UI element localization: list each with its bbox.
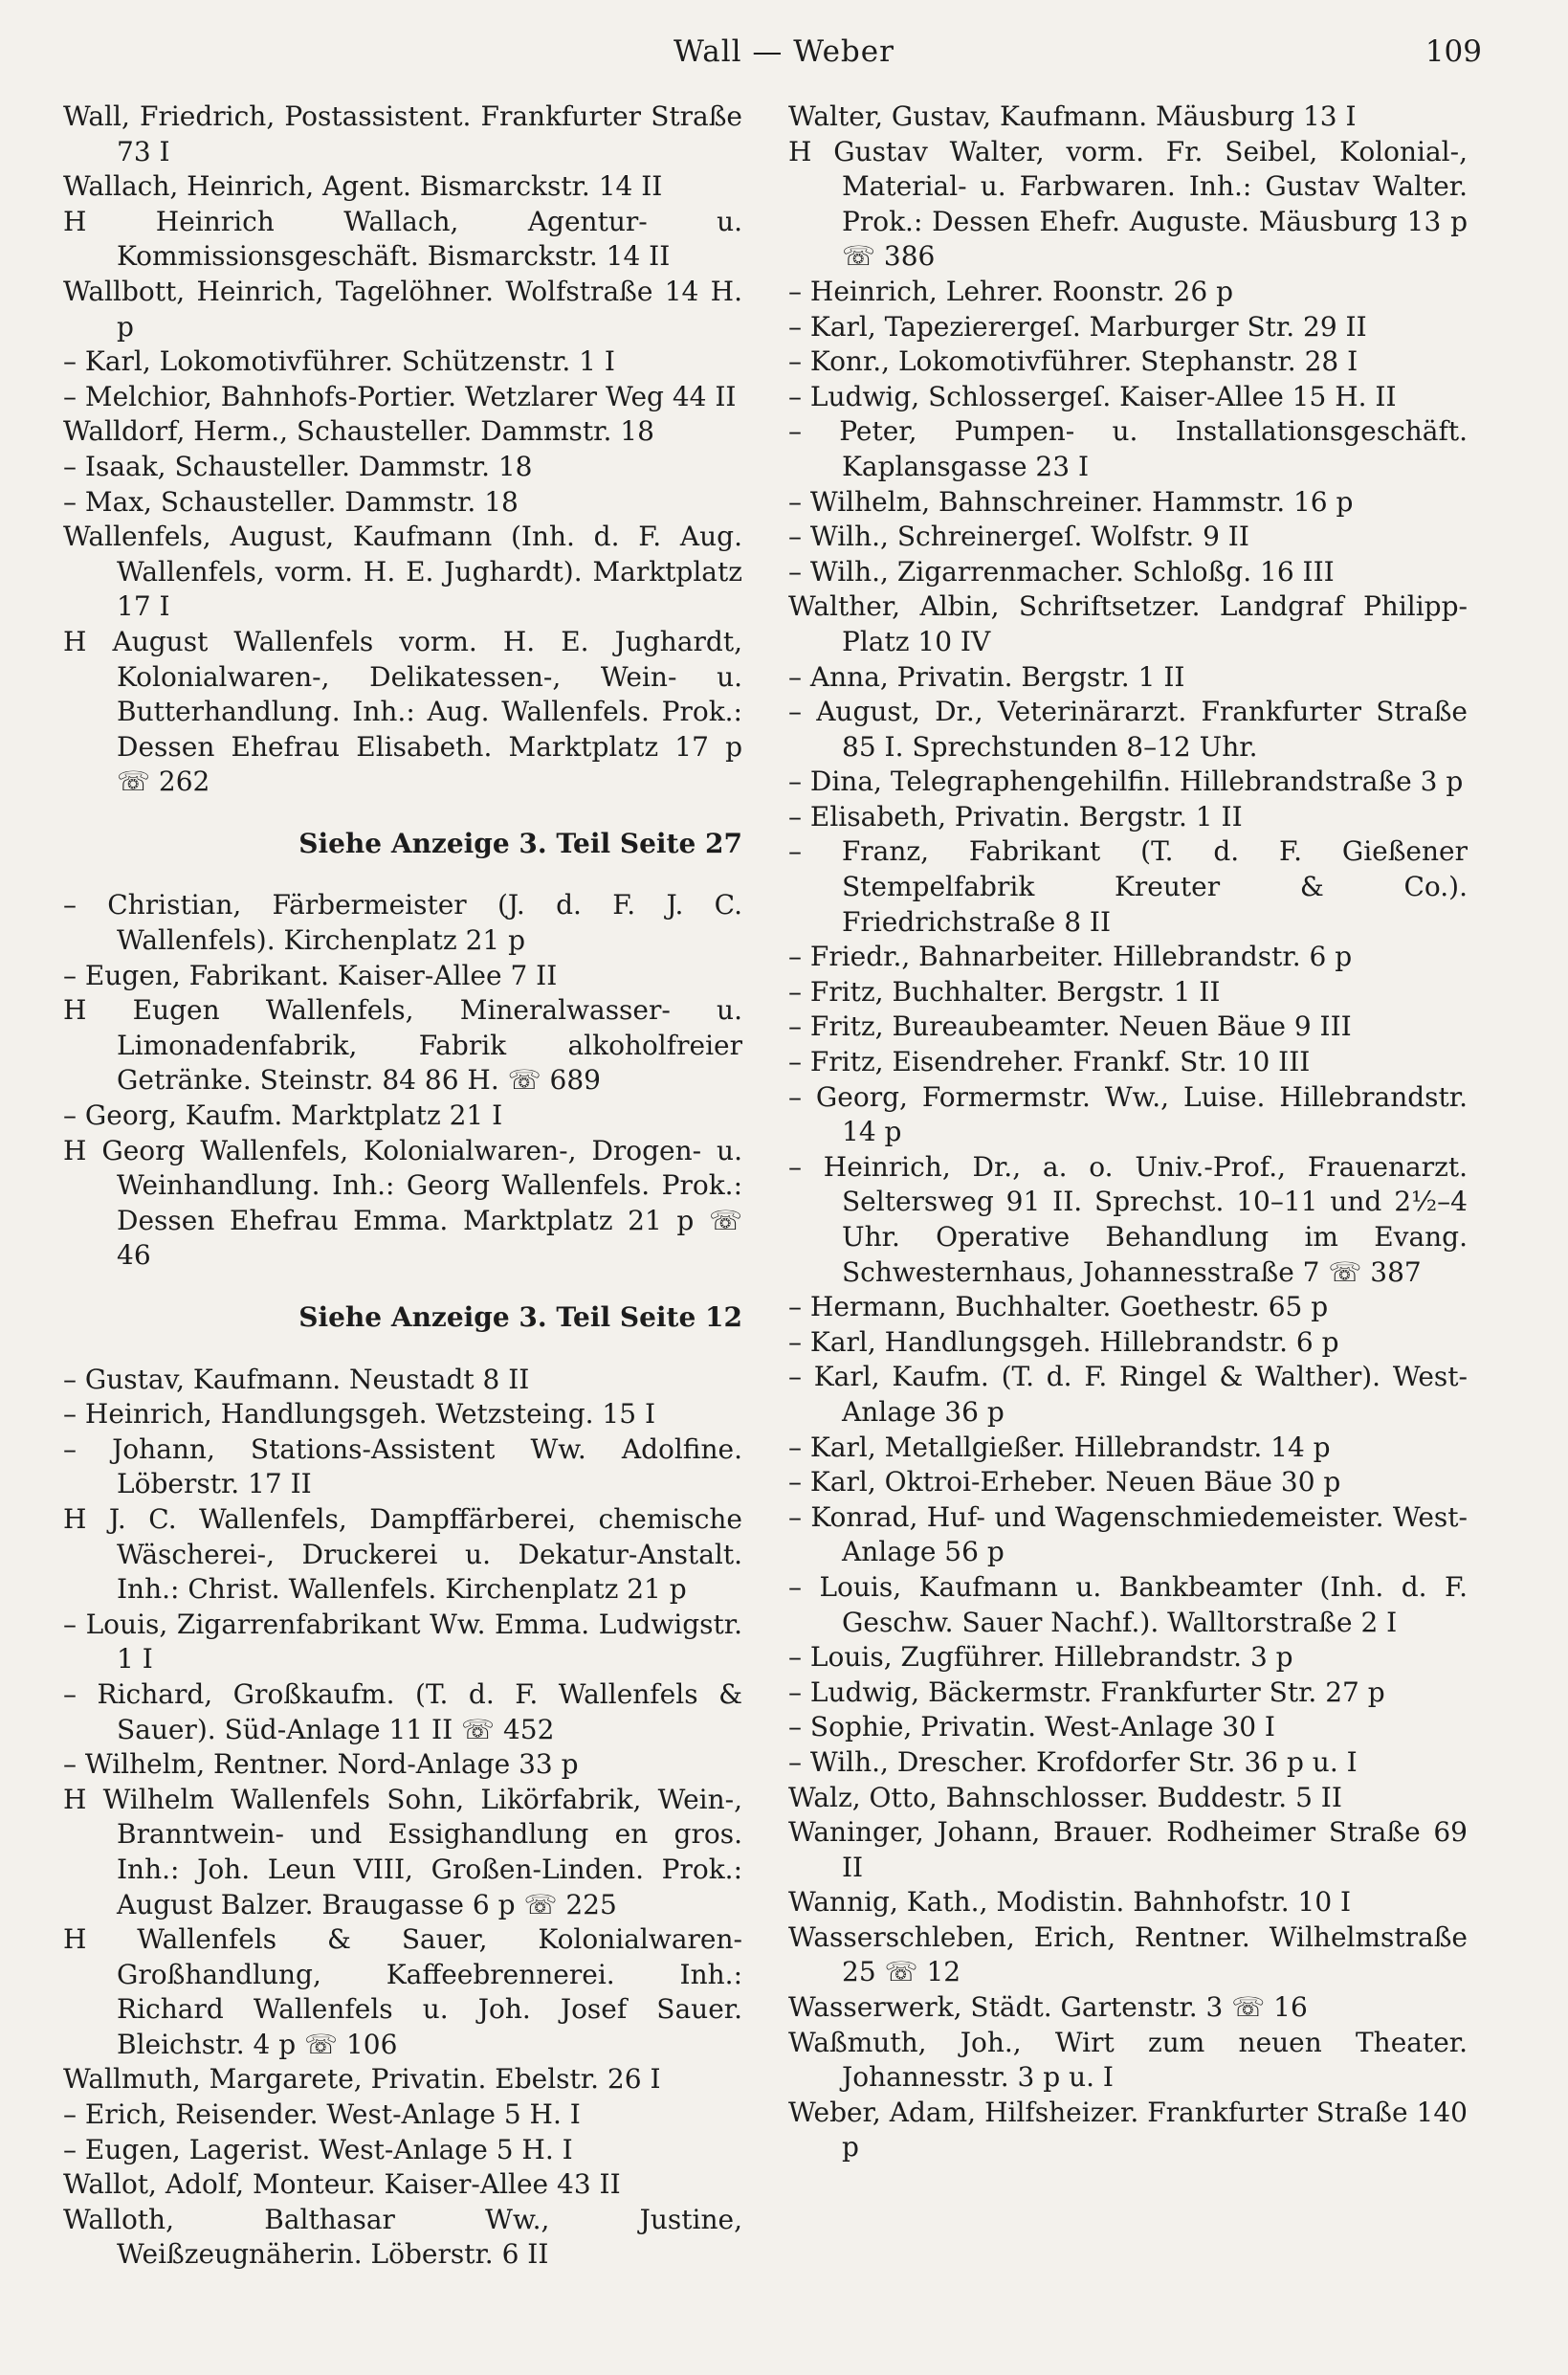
- directory-entry: – Fritz, Buchhalter. Bergstr. 1 II: [788, 975, 1221, 1008]
- right-column: [788, 100, 1468, 2165]
- directory-entry: – Karl, Tapezierergeſ. Marburger Str. 29 II: [788, 310, 1367, 343]
- directory-entry: – Fritz, Eisendreher. Frankf. Str. 10 III: [788, 1046, 1311, 1078]
- directory-entry: Wallenfels, August, Kaufmann (Inh. d. F. Aug. Wallenfels, vorm. H. E. Jughardt). Marktplatz 17 I: [63, 521, 742, 623]
- directory-entry: – Karl, Lokomotivführer. Schützenstr. 1 I: [63, 345, 615, 378]
- directory-entry: Wallmuth, Margarete, Privatin. Ebelstr. 26 I: [63, 2063, 661, 2096]
- directory-entry: Waninger, Johann, Brauer. Rodheimer Straße 69 II: [788, 1816, 1468, 1883]
- directory-entry: – Christian, Färbermeister (J. d. F. J. C. Wallenfels). Kirchenplatz 21 p: [63, 889, 742, 957]
- directory-entry: – Johann, Stations-Assistent Ww. Adolfine. Löberstr. 17 II: [63, 1432, 742, 1500]
- directory-entry: – Hermann, Buchhalter. Goethestr. 65 p: [788, 1291, 1329, 1323]
- directory-entry: Wall, Friedrich, Postassistent. Frankfurter Straße 73 I: [63, 100, 742, 167]
- directory-entry: Walloth, Balthasar Ww., Justine, Weißzeugnäherin. Löberstr. 6 II: [63, 2203, 742, 2271]
- directory-entry: H Wallenfels & Sauer, Kolonialwaren-Großhandlung, Kaffeebrennerei. Inh.: Richard Wallenfels u. Joh. Josef Sauer. Bleichstr. 4 p ☏ 106: [63, 1923, 742, 2060]
- directory-entry: Waßmuth, Joh., Wirt zum neuen Theater. Johannesstr. 3 p u. I: [788, 2026, 1468, 2094]
- directory-entry: – Heinrich, Dr., a. o. Univ.-Prof., Frauenarzt. Seltersweg 91 II. Sprechst. 10–11 und 2½–4 Uhr. Operative Behandlung im Evang. Schwesternhaus, Johannesstraße 7 ☏ 387: [788, 1150, 1468, 1288]
- directory-entry: – Georg, Formermstr. Ww., Luise. Hillebrandstr. 14 p: [788, 1080, 1468, 1148]
- directory-entry: – Louis, Zugführer. Hillebrandstr. 3 p: [788, 1641, 1293, 1674]
- directory-entry: – Karl, Handlungsgeh. Hillebrandstr. 6 p: [788, 1325, 1339, 1358]
- directory-entry: Walz, Otto, Bahnschlosser. Buddestr. 5 II: [788, 1781, 1342, 1813]
- directory-entry: – Louis, Zigarrenfabrikant Ww. Emma. Ludwigstr. 1 I: [63, 1608, 742, 1676]
- directory-entry: – Franz, Fabrikant (T. d. F. Gießener Stempelfabrik Kreuter & Co.). Friedrichstraße 8 II: [788, 835, 1468, 938]
- directory-entry: – Karl, Metallgießer. Hillebrandstr. 14 p: [788, 1431, 1331, 1463]
- directory-entry: – Peter, Pumpen- u. Installationsgeschäft. Kaplansgasse 23 I: [788, 415, 1468, 482]
- directory-entry: Weber, Adam, Hilfsheizer. Frankfurter Straße 140 p: [788, 2096, 1468, 2164]
- directory-entry: – Konr., Lokomotivführer. Stephanstr. 28 I: [788, 345, 1358, 378]
- directory-entry: Wannig, Kath., Modistin. Bahnhofstr. 10 I: [788, 1886, 1352, 1919]
- page-number: 109: [1424, 34, 1482, 69]
- directory-entry: – Eugen, Fabrikant. Kaiser-Allee 7 II: [63, 959, 558, 991]
- directory-entry: Wallach, Heinrich, Agent. Bismarckstr. 14 II: [63, 170, 663, 203]
- directory-entry: Wallbott, Heinrich, Tagelöhner. Wolfstraße 14 H. p: [63, 275, 742, 343]
- directory-entry: – Heinrich, Lehrer. Roonstr. 26 p: [788, 275, 1234, 307]
- directory-entry: – Wilhelm, Bahnschreiner. Hammstr. 16 p: [788, 485, 1354, 518]
- directory-entry: Walter, Gustav, Kaufmann. Mäusburg 13 I: [788, 100, 1357, 132]
- directory-entry: H Wilhelm Wallenfels Sohn, Likörfabrik, Wein-, Branntwein- und Essighandlung en gros. Inh.: Joh. Leun VIII, Großen-Linden. Prok.: August Balzer. Braugasse 6 p ☏ 225: [63, 1783, 742, 1920]
- directory-entry: – Wilh., Zigarrenmacher. Schloßg. 16 III: [788, 555, 1335, 588]
- directory-entry: H Heinrich Wallach, Agentur- u. Kommissionsgeschäft. Bismarckstr. 14 II: [63, 205, 742, 273]
- directory-entry: Walther, Albin, Schriftsetzer. Landgraf Philipp-Platz 10 IV: [788, 590, 1468, 657]
- directory-entry: – Richard, Großkaufm. (T. d. F. Wallenfels & Sauer). Süd-Anlage 11 II ☏ 452: [63, 1677, 742, 1745]
- directory-entry: Siehe Anzeige 3. Teil Seite 12: [298, 1301, 742, 1333]
- directory-entry: Wasserschleben, Erich, Rentner. Wilhelmstraße 25 ☏ 12: [788, 1920, 1468, 1988]
- directory-entry: – Friedr., Bahnarbeiter. Hillebrandstr. 6 p: [788, 941, 1353, 973]
- directory-entry: – Georg, Kaufm. Marktplatz 21 I: [63, 1099, 503, 1132]
- directory-entry: – Wilh., Schreinergeſ. Wolfstr. 9 II: [788, 521, 1249, 553]
- directory-entry: – Karl, Kaufm. (T. d. F. Ringel & Walther). West-Anlage 36 p: [788, 1361, 1468, 1428]
- directory-entry: – Fritz, Bureaubeamter. Neuen Bäue 9 III: [788, 1010, 1352, 1043]
- directory-entry: – Karl, Oktroi-Erheber. Neuen Bäue 30 p: [788, 1466, 1341, 1498]
- directory-entry: H J. C. Wallenfels, Dampffärberei, chemische Wäscherei-, Druckerei u. Dekatur-Anstalt. Inh.: Christ. Wallenfels. Kirchenplatz 21 p: [63, 1502, 742, 1606]
- directory-entry: – Max, Schausteller. Dammstr. 18: [63, 485, 519, 518]
- directory-entry: H Eugen Wallenfels, Mineralwasser- u. Limonadenfabrik, Fabrik alkoholfreier Getränke. Steinstr. 84 86 H. ☏ 689: [63, 994, 742, 1097]
- directory-entry: – August, Dr., Veterinärarzt. Frankfurter Straße 85 I. Sprechstunden 8–12 Uhr.: [788, 696, 1468, 763]
- directory-entry: Wallot, Adolf, Monteur. Kaiser-Allee 43 II: [63, 2168, 621, 2201]
- directory-entry: – Heinrich, Handlungsgeh. Wetzsteing. 15 I: [63, 1398, 656, 1431]
- directory-entry: – Erich, Reisender. West-Anlage 5 H. I: [63, 2098, 581, 2131]
- directory-entry: Walldorf, Herm., Schausteller. Dammstr. 18: [63, 415, 654, 448]
- directory-entry: – Louis, Kaufmann u. Bankbeamter (Inh. d. F. Geschw. Sauer Nachf.). Walltorstraße 2 I: [788, 1570, 1468, 1638]
- directory-entry: – Anna, Privatin. Bergstr. 1 II: [788, 660, 1185, 693]
- left-column: [63, 100, 742, 2273]
- directory-entry: – Ludwig, Bäckermstr. Frankfurter Str. 27 p: [788, 1676, 1385, 1708]
- directory-entry: – Konrad, Huf- und Wagenschmiedemeister. West-Anlage 56 p: [788, 1500, 1468, 1568]
- directory-entry: – Elisabeth, Privatin. Bergstr. 1 II: [788, 800, 1243, 832]
- directory-entry: – Dina, Telegraphengehilfin. Hillebrandstraße 3 p: [788, 766, 1464, 798]
- directory-entry: – Wilh., Drescher. Krofdorfer Str. 36 p u. I: [788, 1745, 1358, 1778]
- directory-entry: Siehe Anzeige 3. Teil Seite 27: [298, 827, 742, 859]
- directory-entry: H August Wallenfels vorm. H. E. Jughardt, Kolonialwaren-, Delikatessen-, Wein- u. Butterhandlung. Inh.: Aug. Wallenfels. Prok.: Dessen Ehefrau Elisabeth. Marktplatz 17 p ☏ 262: [63, 625, 742, 798]
- directory-entry: – Gustav, Kaufmann. Neustadt 8 II: [63, 1363, 530, 1395]
- running-head: Wall — Weber: [674, 34, 894, 69]
- directory-entry: – Isaak, Schausteller. Dammstr. 18: [63, 450, 533, 482]
- page-header: [57, 34, 1511, 73]
- directory-entry: Wasserwerk, Städt. Gartenstr. 3 ☏ 16: [788, 1991, 1308, 2024]
- directory-entry: – Melchior, Bahnhofs-Portier. Wetzlarer Weg 44 II: [63, 380, 737, 412]
- directory-entry: H Gustav Walter, vorm. Fr. Seibel, Kolonial-, Material- u. Farbwaren. Inh.: Gustav Walter. Prok.: Dessen Ehefr. Auguste. Mäusburg 13 p ☏ 386: [788, 135, 1468, 273]
- directory-entry: – Ludwig, Schlossergeſ. Kaiser-Allee 15 H. II: [788, 380, 1397, 412]
- directory-entry: – Sophie, Privatin. West-Anlage 30 I: [788, 1711, 1275, 1743]
- directory-entry: – Eugen, Lagerist. West-Anlage 5 H. I: [63, 2133, 573, 2165]
- directory-entry: H Georg Wallenfels, Kolonialwaren-, Drogen- u. Weinhandlung. Inh.: Georg Wallenfels. Prok.: Dessen Ehefrau Emma. Marktplatz 21 p ☏ 46: [63, 1134, 742, 1272]
- directory-entry: – Wilhelm, Rentner. Nord-Anlage 33 p: [63, 1748, 579, 1781]
